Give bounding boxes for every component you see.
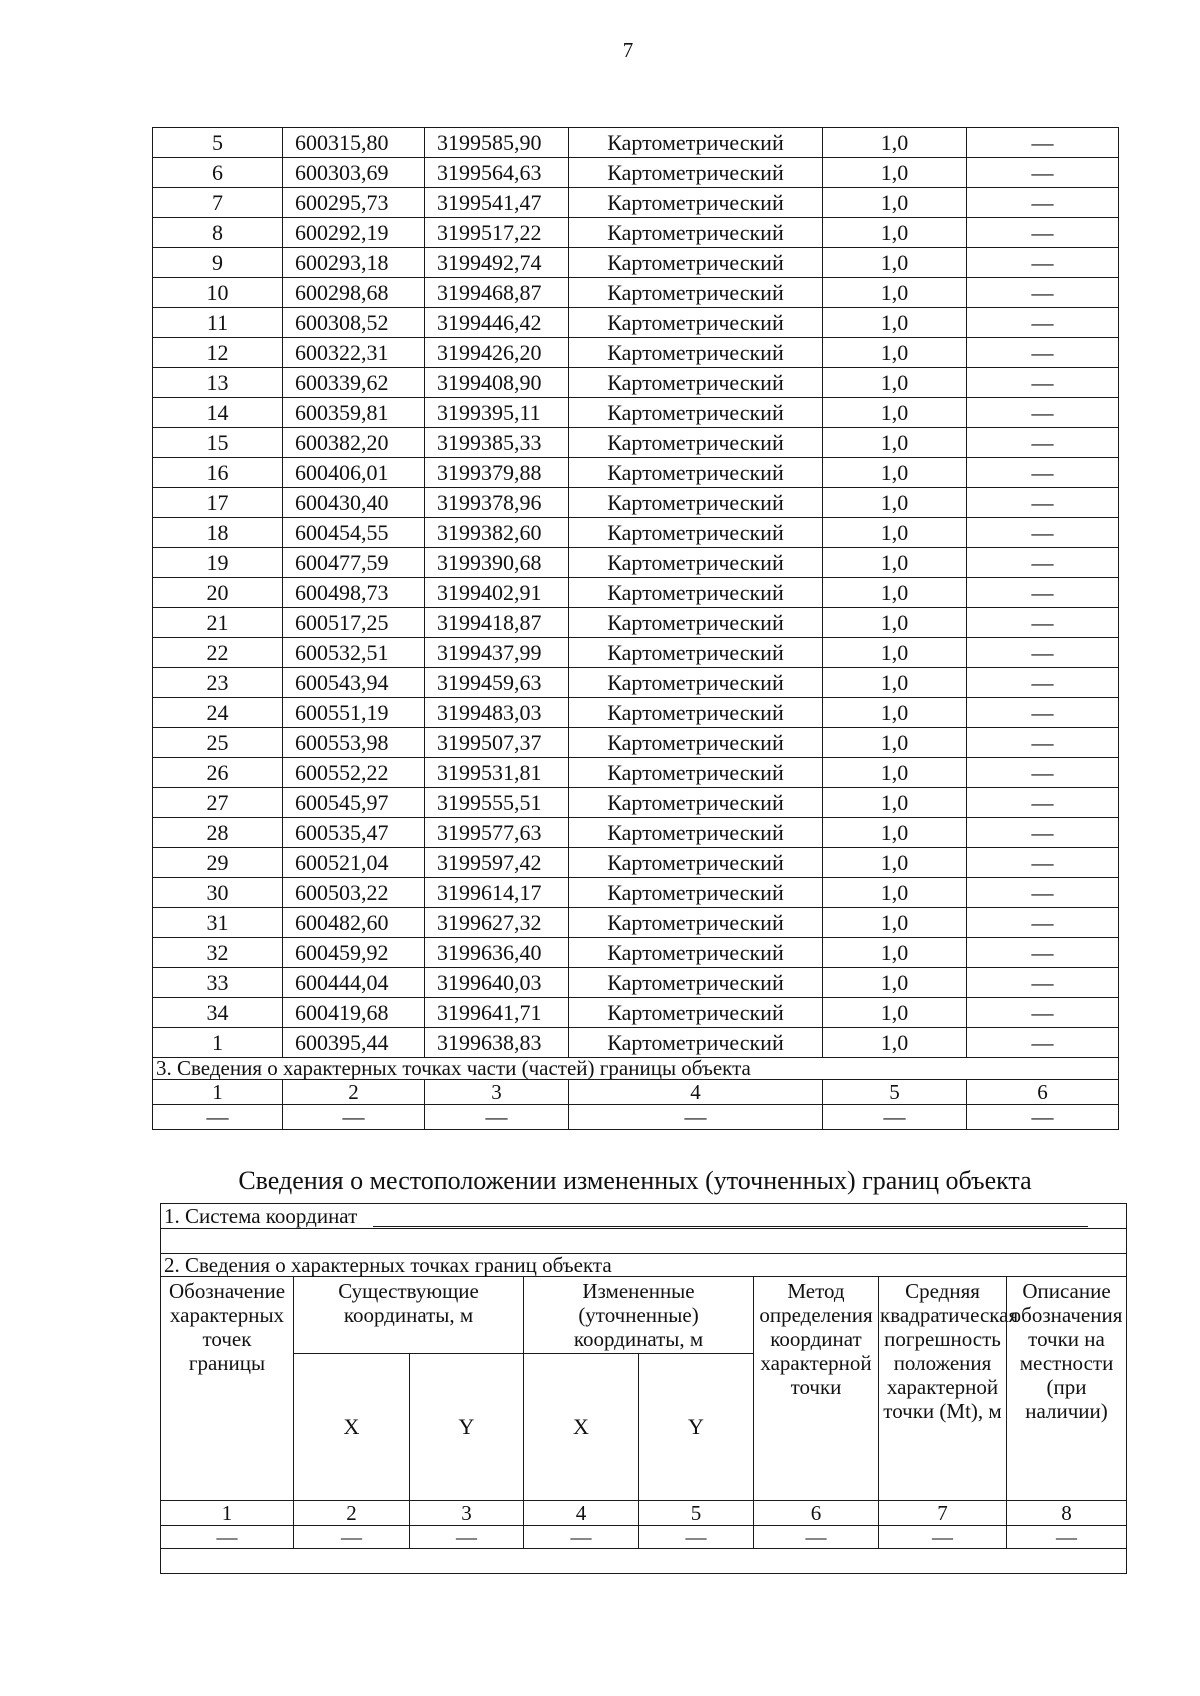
table-row [153, 698, 1119, 728]
method: Картометрический [569, 638, 823, 668]
points-table [152, 127, 1119, 1130]
table-row [153, 998, 1119, 1028]
accuracy: 1,0 [823, 758, 967, 788]
point-number: 22 [153, 638, 283, 668]
point-number: 34 [153, 998, 283, 1028]
table-row [153, 518, 1119, 548]
blank-footer-row [161, 1549, 1127, 1574]
empty-data-row [161, 1526, 1127, 1549]
header-description: Описание обозначения точки на местности (при наличии) [1007, 1277, 1127, 1501]
table-row [153, 788, 1119, 818]
accuracy: 1,0 [823, 848, 967, 878]
accuracy: 1,0 [823, 458, 967, 488]
point-number: 30 [153, 878, 283, 908]
point-number: 33 [153, 968, 283, 998]
coord-x: 600295,73 [283, 188, 425, 218]
coord-y: 3199531,81 [425, 758, 569, 788]
coord-y: 3199517,22 [425, 218, 569, 248]
description: — [967, 998, 1119, 1028]
coord-x: 600553,98 [283, 728, 425, 758]
part-points-empty-row [153, 1105, 1119, 1130]
header-existing-y: Y [410, 1354, 524, 1501]
description: — [967, 668, 1119, 698]
table-row [153, 308, 1119, 338]
coord-y: 3199541,47 [425, 188, 569, 218]
coord-x: 600359,81 [283, 398, 425, 428]
method: Картометрический [569, 938, 823, 968]
point-number: 21 [153, 608, 283, 638]
description: — [967, 728, 1119, 758]
header-accuracy: Средняя квадратическая погрешность положения характерной точки (Mt), м [879, 1277, 1007, 1501]
method: Картометрический [569, 368, 823, 398]
accuracy: 1,0 [823, 398, 967, 428]
description: — [967, 818, 1119, 848]
point-number: 6 [153, 158, 283, 188]
point-number: 7 [153, 188, 283, 218]
point-number: 31 [153, 908, 283, 938]
method: Картометрический [569, 398, 823, 428]
empty-cell: — [754, 1526, 879, 1549]
coord-y: 3199614,17 [425, 878, 569, 908]
table-row [153, 428, 1119, 458]
point-number: 12 [153, 338, 283, 368]
description: — [967, 428, 1119, 458]
point-number: 24 [153, 698, 283, 728]
description: — [967, 188, 1119, 218]
point-number: 16 [153, 458, 283, 488]
coord-x: 600395,44 [283, 1028, 425, 1058]
points-label: 2. Сведения о характерных точках границ объекта [161, 1254, 1127, 1277]
method: Картометрический [569, 248, 823, 278]
method: Картометрический [569, 968, 823, 998]
coord-x: 600322,31 [283, 338, 425, 368]
coord-x: 600303,69 [283, 158, 425, 188]
description: — [967, 398, 1119, 428]
description: — [967, 878, 1119, 908]
description: — [967, 698, 1119, 728]
description: — [967, 308, 1119, 338]
accuracy: 1,0 [823, 608, 967, 638]
accuracy: 1,0 [823, 1028, 967, 1058]
description: — [967, 488, 1119, 518]
empty-cell: — [153, 1105, 283, 1130]
column-number: 3 [410, 1501, 524, 1526]
empty-cell: — [569, 1105, 823, 1130]
column-number: 6 [754, 1501, 879, 1526]
point-number: 14 [153, 398, 283, 428]
method: Картометрический [569, 548, 823, 578]
point-number: 9 [153, 248, 283, 278]
method: Картометрический [569, 818, 823, 848]
accuracy: 1,0 [823, 938, 967, 968]
column-number: 4 [524, 1501, 639, 1526]
table-row [153, 908, 1119, 938]
point-number: 32 [153, 938, 283, 968]
accuracy: 1,0 [823, 788, 967, 818]
table-row [153, 248, 1119, 278]
coord-y: 3199446,42 [425, 308, 569, 338]
table-row [153, 458, 1119, 488]
coord-x: 600292,19 [283, 218, 425, 248]
coord-y: 3199408,90 [425, 368, 569, 398]
coord-y: 3199638,83 [425, 1028, 569, 1058]
accuracy: 1,0 [823, 488, 967, 518]
description: — [967, 128, 1119, 158]
coord-system-cell [161, 1204, 1127, 1229]
coord-y: 3199426,20 [425, 338, 569, 368]
description: — [967, 1028, 1119, 1058]
table-row [153, 938, 1119, 968]
accuracy: 1,0 [823, 308, 967, 338]
coord-system-row [161, 1204, 1127, 1229]
description: — [967, 248, 1119, 278]
accuracy: 1,0 [823, 668, 967, 698]
page-number: 7 [622, 38, 634, 62]
description: — [967, 758, 1119, 788]
point-number: 15 [153, 428, 283, 458]
accuracy: 1,0 [823, 248, 967, 278]
table-row [153, 878, 1119, 908]
method: Картометрический [569, 278, 823, 308]
coord-y: 3199585,90 [425, 128, 569, 158]
coord-y: 3199437,99 [425, 638, 569, 668]
method: Картометрический [569, 878, 823, 908]
point-number: 1 [153, 1028, 283, 1058]
description: — [967, 278, 1119, 308]
method: Картометрический [569, 338, 823, 368]
table-row [153, 488, 1119, 518]
coord-y: 3199640,03 [425, 968, 569, 998]
method: Картометрический [569, 518, 823, 548]
method: Картометрический [569, 908, 823, 938]
coord-x: 600551,19 [283, 698, 425, 728]
table-row [153, 608, 1119, 638]
point-number: 11 [153, 308, 283, 338]
table-row [153, 728, 1119, 758]
changed-borders-table [160, 1203, 1127, 1574]
coord-x: 600535,47 [283, 818, 425, 848]
column-number: 7 [879, 1501, 1007, 1526]
coord-y: 3199636,40 [425, 938, 569, 968]
point-number: 13 [153, 368, 283, 398]
accuracy: 1,0 [823, 338, 967, 368]
accuracy: 1,0 [823, 218, 967, 248]
accuracy: 1,0 [823, 578, 967, 608]
coord-x: 600454,55 [283, 518, 425, 548]
column-number: 4 [569, 1080, 823, 1105]
coord-y: 3199483,03 [425, 698, 569, 728]
table-row [153, 968, 1119, 998]
method: Картометрический [569, 458, 823, 488]
coord-y: 3199378,96 [425, 488, 569, 518]
table-row [153, 128, 1119, 158]
points-table-body [153, 128, 1119, 1058]
description: — [967, 578, 1119, 608]
points-label-row [161, 1254, 1127, 1277]
column-number: 8 [1007, 1501, 1127, 1526]
empty-cell: — [639, 1526, 754, 1549]
accuracy: 1,0 [823, 188, 967, 218]
coord-x: 600477,59 [283, 548, 425, 578]
coord-x: 600298,68 [283, 278, 425, 308]
header-changed-y: Y [639, 1354, 754, 1501]
coord-system-blank-line [373, 1210, 1088, 1227]
coord-system-label: 1. Система координат [164, 1203, 358, 1228]
description: — [967, 458, 1119, 488]
coord-x: 600532,51 [283, 638, 425, 668]
coord-x: 600517,25 [283, 608, 425, 638]
coord-y: 3199395,11 [425, 398, 569, 428]
header-changed-coords: Измененные (уточненные) координаты, м [524, 1277, 754, 1354]
method: Картометрический [569, 128, 823, 158]
description: — [967, 848, 1119, 878]
accuracy: 1,0 [823, 518, 967, 548]
empty-cell: — [161, 1526, 294, 1549]
method: Картометрический [569, 218, 823, 248]
point-number: 10 [153, 278, 283, 308]
coord-y: 3199382,60 [425, 518, 569, 548]
description: — [967, 368, 1119, 398]
method: Картометрический [569, 668, 823, 698]
column-number: 2 [283, 1080, 425, 1105]
coord-x: 600545,97 [283, 788, 425, 818]
accuracy: 1,0 [823, 998, 967, 1028]
column-number: 1 [153, 1080, 283, 1105]
blank-cell [161, 1549, 1127, 1574]
empty-cell: — [524, 1526, 639, 1549]
description: — [967, 338, 1119, 368]
method: Картометрический [569, 1028, 823, 1058]
description: — [967, 158, 1119, 188]
column-number-row [161, 1501, 1127, 1526]
coord-x: 600308,52 [283, 308, 425, 338]
coord-y: 3199577,63 [425, 818, 569, 848]
description: — [967, 938, 1119, 968]
table-row [153, 218, 1119, 248]
table-row [153, 668, 1119, 698]
column-number: 3 [425, 1080, 569, 1105]
table-row [153, 578, 1119, 608]
method: Картометрический [569, 488, 823, 518]
coord-y: 3199641,71 [425, 998, 569, 1028]
column-number: 5 [823, 1080, 967, 1105]
empty-cell: — [879, 1526, 1007, 1549]
accuracy: 1,0 [823, 698, 967, 728]
coord-x: 600543,94 [283, 668, 425, 698]
coord-x: 600382,20 [283, 428, 425, 458]
coord-x: 600521,04 [283, 848, 425, 878]
coord-y: 3199459,63 [425, 668, 569, 698]
accuracy: 1,0 [823, 548, 967, 578]
description: — [967, 638, 1119, 668]
point-number: 5 [153, 128, 283, 158]
header-existing-coords: Существующие координаты, м [294, 1277, 524, 1354]
column-number: 5 [639, 1501, 754, 1526]
point-number: 18 [153, 518, 283, 548]
coord-y: 3199507,37 [425, 728, 569, 758]
method: Картометрический [569, 428, 823, 458]
table-row [153, 758, 1119, 788]
point-number: 17 [153, 488, 283, 518]
description: — [967, 908, 1119, 938]
accuracy: 1,0 [823, 128, 967, 158]
coord-y: 3199468,87 [425, 278, 569, 308]
header-existing-x: X [294, 1354, 410, 1501]
empty-cell: — [1007, 1526, 1127, 1549]
header-designation: Обозначение характерных точек границы [161, 1277, 294, 1501]
table-row [153, 278, 1119, 308]
table-row [153, 848, 1119, 878]
method: Картометрический [569, 758, 823, 788]
table-row [153, 338, 1119, 368]
coord-y: 3199390,68 [425, 548, 569, 578]
empty-cell: — [425, 1105, 569, 1130]
point-number: 28 [153, 818, 283, 848]
coord-x: 600315,80 [283, 128, 425, 158]
description: — [967, 548, 1119, 578]
method: Картометрический [569, 728, 823, 758]
coord-x: 600339,62 [283, 368, 425, 398]
changed-borders-title: Сведения о местоположении измененных (уточненных) границ объекта [238, 1166, 1032, 1195]
table-row [153, 398, 1119, 428]
header-row [161, 1277, 1127, 1354]
coord-y: 3199597,42 [425, 848, 569, 878]
part-points-title-row [153, 1058, 1119, 1080]
accuracy: 1,0 [823, 368, 967, 398]
point-number: 19 [153, 548, 283, 578]
accuracy: 1,0 [823, 638, 967, 668]
table-row [153, 638, 1119, 668]
coord-y: 3199385,33 [425, 428, 569, 458]
header-method: Метод определения координат характерной точки [754, 1277, 879, 1501]
coord-y: 3199492,74 [425, 248, 569, 278]
method: Картометрический [569, 578, 823, 608]
table-row [153, 548, 1119, 578]
column-number: 2 [294, 1501, 410, 1526]
coord-x: 600444,04 [283, 968, 425, 998]
accuracy: 1,0 [823, 908, 967, 938]
point-number: 23 [153, 668, 283, 698]
accuracy: 1,0 [823, 158, 967, 188]
coord-x: 600498,73 [283, 578, 425, 608]
method: Картометрический [569, 698, 823, 728]
empty-cell: — [283, 1105, 425, 1130]
point-number: 8 [153, 218, 283, 248]
blank-row [161, 1229, 1127, 1254]
coord-x: 600293,18 [283, 248, 425, 278]
coord-x: 600482,60 [283, 908, 425, 938]
table-row [153, 158, 1119, 188]
column-number: 1 [161, 1501, 294, 1526]
coord-y: 3199418,87 [425, 608, 569, 638]
part-points-number-row [153, 1080, 1119, 1105]
description: — [967, 218, 1119, 248]
header-changed-x: X [524, 1354, 639, 1501]
accuracy: 1,0 [823, 428, 967, 458]
point-number: 26 [153, 758, 283, 788]
accuracy: 1,0 [823, 968, 967, 998]
coord-y: 3199402,91 [425, 578, 569, 608]
coord-x: 600459,92 [283, 938, 425, 968]
table-row [153, 818, 1119, 848]
point-number: 20 [153, 578, 283, 608]
description: — [967, 608, 1119, 638]
coord-y: 3199379,88 [425, 458, 569, 488]
empty-cell: — [967, 1105, 1119, 1130]
accuracy: 1,0 [823, 818, 967, 848]
method: Картометрический [569, 188, 823, 218]
method: Картометрический [569, 158, 823, 188]
blank-cell [161, 1229, 1127, 1254]
empty-cell: — [410, 1526, 524, 1549]
coord-x: 600419,68 [283, 998, 425, 1028]
method: Картометрический [569, 788, 823, 818]
method: Картометрический [569, 608, 823, 638]
column-number: 6 [967, 1080, 1119, 1105]
coord-y: 3199555,51 [425, 788, 569, 818]
method: Картометрический [569, 848, 823, 878]
accuracy: 1,0 [823, 878, 967, 908]
table-row [153, 368, 1119, 398]
coord-x: 600430,40 [283, 488, 425, 518]
coord-x: 600406,01 [283, 458, 425, 488]
description: — [967, 788, 1119, 818]
coord-x: 600552,22 [283, 758, 425, 788]
accuracy: 1,0 [823, 728, 967, 758]
coord-y: 3199564,63 [425, 158, 569, 188]
description: — [967, 968, 1119, 998]
description: — [967, 518, 1119, 548]
table-row [153, 1028, 1119, 1058]
table-row [153, 188, 1119, 218]
accuracy: 1,0 [823, 278, 967, 308]
coord-y: 3199627,32 [425, 908, 569, 938]
part-points-title: 3. Сведения о характерных точках части (частей) границы объекта [153, 1058, 1119, 1080]
point-number: 25 [153, 728, 283, 758]
coord-x: 600503,22 [283, 878, 425, 908]
point-number: 29 [153, 848, 283, 878]
method: Картометрический [569, 308, 823, 338]
point-number: 27 [153, 788, 283, 818]
empty-cell: — [823, 1105, 967, 1130]
empty-cell: — [294, 1526, 410, 1549]
method: Картометрический [569, 998, 823, 1028]
